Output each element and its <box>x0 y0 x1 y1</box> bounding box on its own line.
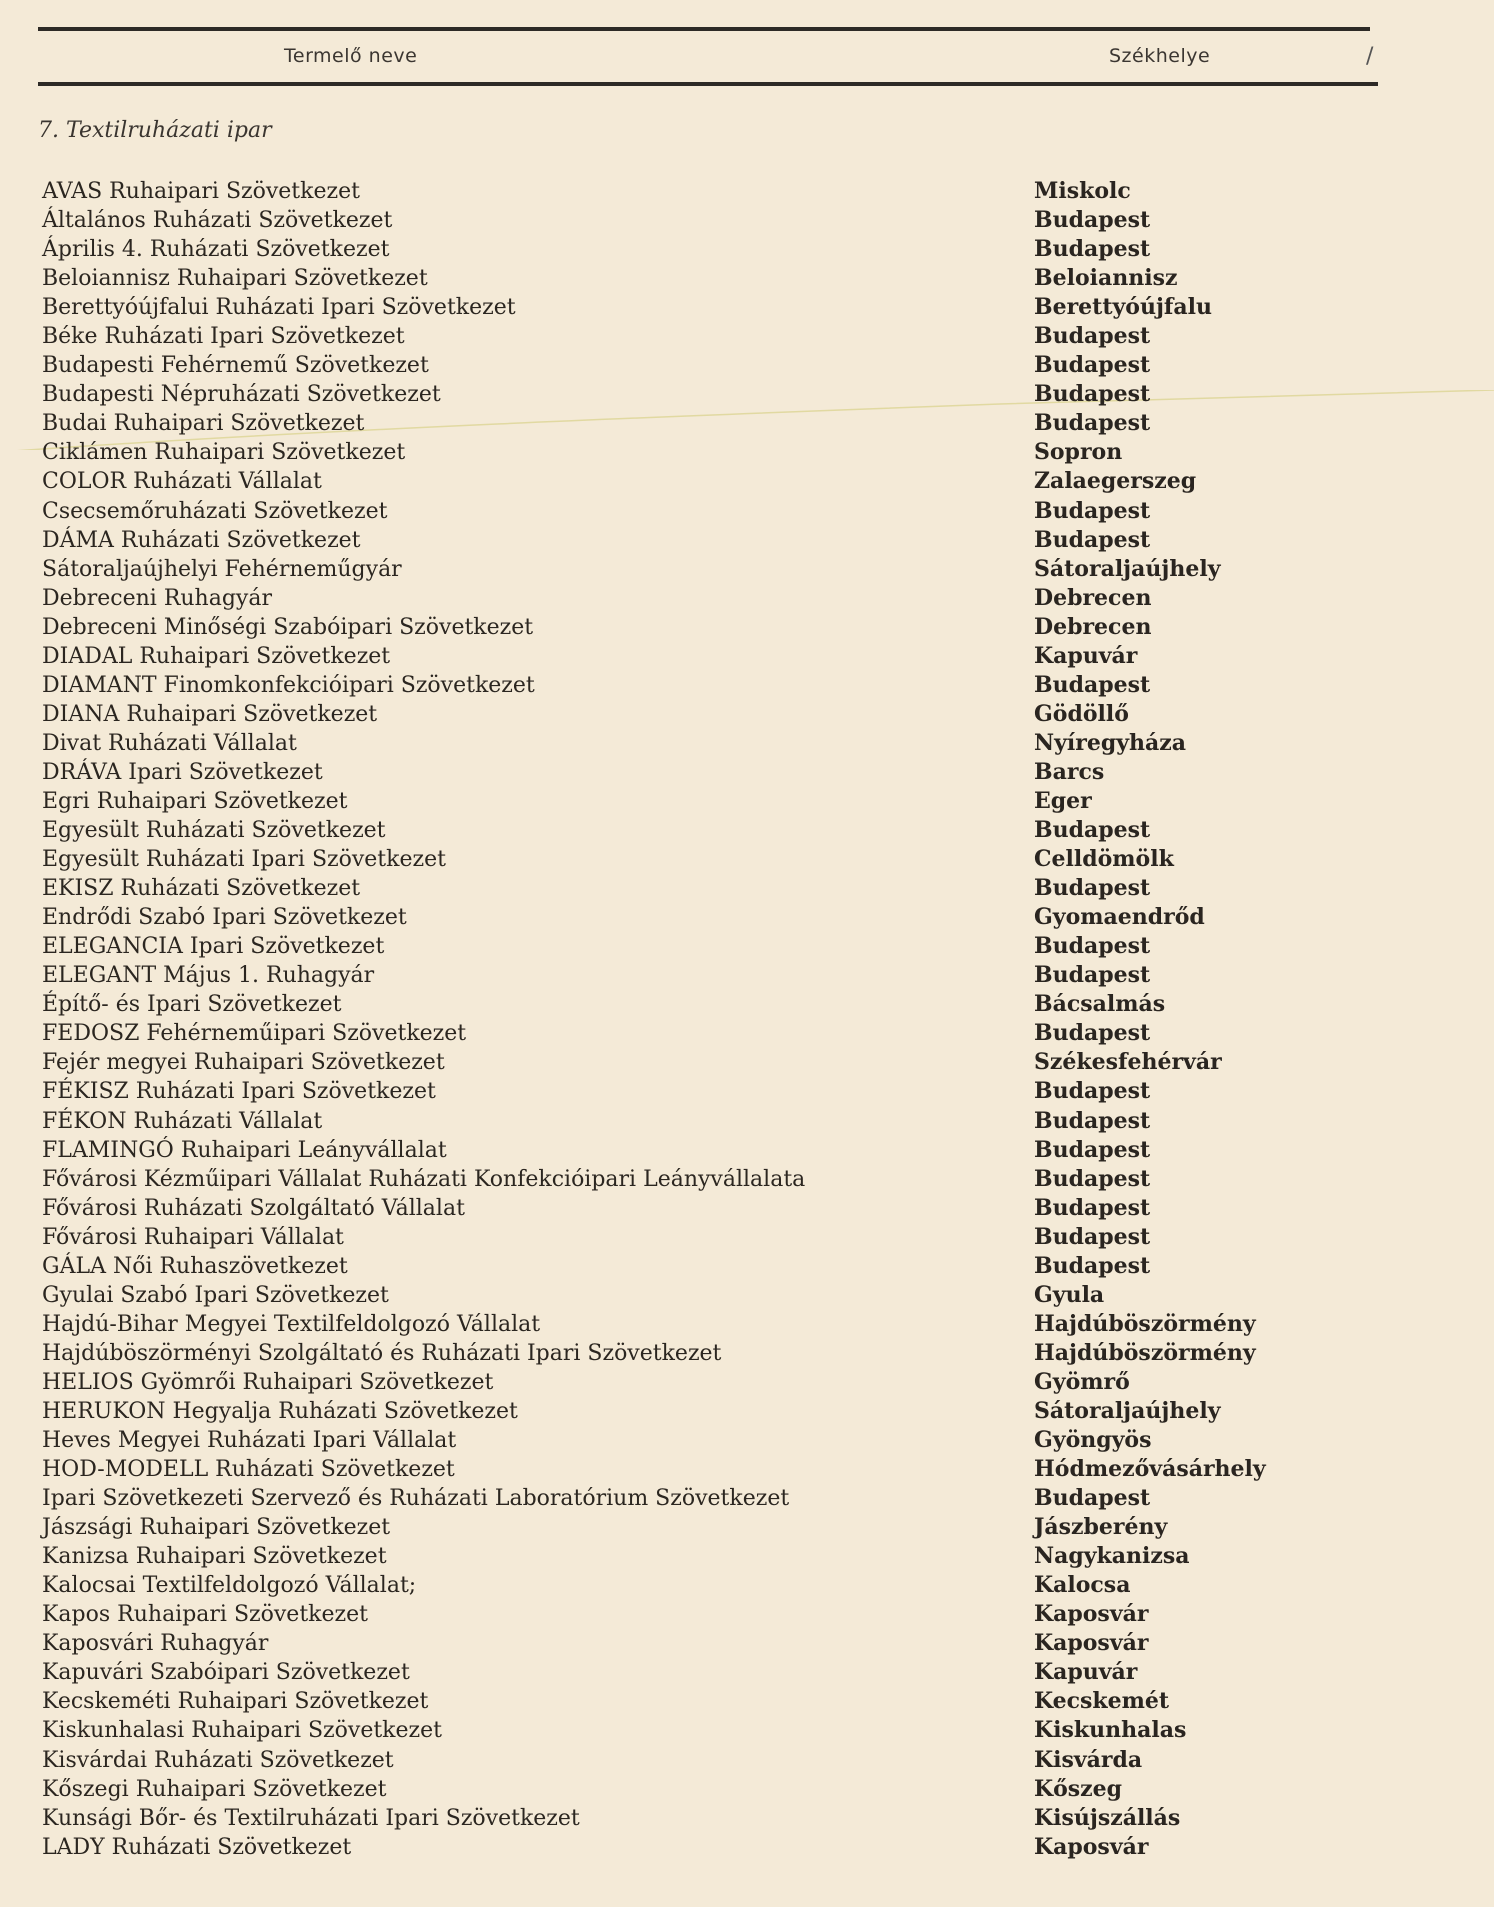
producer-name: Egyesült Ruházati Ipari Szövetkezet <box>42 847 446 873</box>
list-item <box>42 1019 1382 1048</box>
list-item <box>42 1310 1382 1339</box>
header-rule-top <box>38 27 1370 31</box>
producer-name: Heves Megyei Ruházati Ipari Vállalat <box>42 1428 457 1454</box>
producer-list <box>42 177 1382 1862</box>
producer-name: DÁMA Ruházati Szövetkezet <box>42 527 361 553</box>
producer-seat: Gyömrő <box>1034 1368 1130 1395</box>
producer-seat: Berettyóújfalu <box>1034 294 1212 321</box>
producer-seat: Jászberény <box>1034 1514 1168 1541</box>
list-item <box>42 1804 1382 1833</box>
producer-name: Fővárosi Ruházati Szolgáltató Vállalat <box>42 1195 465 1221</box>
producer-name: EKISZ Ruházati Szövetkezet <box>42 876 361 902</box>
section-title: 7. Textilruházati ipar <box>38 118 272 143</box>
producer-name: Fővárosi Ruhaipari Vállalat <box>42 1224 344 1250</box>
producer-name: Április 4. Ruházati Szövetkezet <box>42 237 390 263</box>
producer-name: DRÁVA Ipari Szövetkezet <box>42 759 323 785</box>
list-item <box>42 932 1382 961</box>
list-item <box>42 409 1382 438</box>
producer-name: LADY Ruházati Szövetkezet <box>42 1834 352 1860</box>
list-item <box>42 555 1382 584</box>
producer-name: Sátoraljaújhelyi Fehérneműgyár <box>42 556 402 582</box>
list-item <box>42 1426 1382 1455</box>
producer-name: Endrődi Szabó Ipari Szövetkezet <box>42 905 407 931</box>
producer-name: Általános Ruházati Szövetkezet <box>42 208 393 234</box>
producer-name: ELEGANT Május 1. Ruhagyár <box>42 963 375 989</box>
producer-seat: Budapest <box>1034 1223 1151 1250</box>
producer-seat: Gödöllő <box>1034 700 1129 727</box>
producer-seat: Budapest <box>1034 875 1151 902</box>
producer-name: Kaposvári Ruhagyár <box>42 1631 269 1657</box>
producer-seat: Budapest <box>1034 497 1151 524</box>
producer-name: Debreceni Ruhagyár <box>42 585 272 611</box>
list-item <box>42 206 1382 235</box>
list-item <box>42 874 1382 903</box>
list-item <box>42 584 1382 613</box>
producer-name: GÁLA Női Ruhaszövetkezet <box>42 1253 348 1279</box>
column-header-name: Termelő neve <box>284 45 418 67</box>
producer-seat: Gyöngyös <box>1034 1427 1152 1454</box>
producer-seat: Budapest <box>1034 962 1151 989</box>
list-item <box>42 177 1382 206</box>
producer-name: HERUKON Hegyalja Ruházati Szövetkezet <box>42 1398 518 1424</box>
list-item <box>42 1368 1382 1397</box>
list-item <box>42 438 1382 467</box>
producer-name: Béke Ruházati Ipari Szövetkezet <box>42 324 405 350</box>
producer-seat: Miskolc <box>1034 178 1131 204</box>
list-item <box>42 729 1382 758</box>
producer-seat: Hajdúböszörmény <box>1034 1339 1256 1366</box>
producer-seat: Budapest <box>1034 1485 1151 1512</box>
column-header-seat: Székhelye <box>1109 45 1211 67</box>
list-item <box>42 787 1382 816</box>
producer-seat: Bácsalmás <box>1034 991 1166 1018</box>
producer-seat: Kőszeg <box>1034 1775 1123 1802</box>
list-item <box>42 1775 1382 1804</box>
list-item <box>42 613 1382 642</box>
producer-name: Egyesült Ruházati Szövetkezet <box>42 818 386 844</box>
list-item <box>42 1339 1382 1368</box>
producer-seat: Sátoraljaújhely <box>1034 555 1221 582</box>
producer-name: Fejér megyei Ruhaipari Szövetkezet <box>42 1050 445 1076</box>
producer-name: DIADAL Ruhaipari Szövetkezet <box>42 643 391 669</box>
list-item <box>42 990 1382 1019</box>
list-item <box>42 1484 1382 1513</box>
producer-seat: Eger <box>1034 787 1092 814</box>
list-item <box>42 1455 1382 1484</box>
producer-name: Ciklámen Ruhaipari Szövetkezet <box>42 440 406 466</box>
list-item <box>42 293 1382 322</box>
producer-seat: Budapest <box>1034 671 1151 698</box>
producer-name: Egri Ruhaipari Szövetkezet <box>42 788 348 814</box>
producer-seat: Budapest <box>1034 410 1151 437</box>
producer-name: Berettyóújfalui Ruházati Ipari Szövetkezet <box>42 295 516 321</box>
list-item <box>42 961 1382 990</box>
producer-name: Debreceni Minőségi Szabóipari Szövetkezet <box>42 614 534 640</box>
producer-seat: Nagykanizsa <box>1034 1543 1190 1570</box>
producer-name: Kanizsa Ruhaipari Szövetkezet <box>42 1544 387 1570</box>
producer-seat: Kaposvár <box>1034 1601 1149 1628</box>
list-item <box>42 1571 1382 1600</box>
header-slash-mark: / <box>1366 44 1374 69</box>
producer-name: FLAMINGÓ Ruhaipari Leányvállalat <box>42 1137 447 1163</box>
producer-seat: Kaposvár <box>1034 1833 1149 1860</box>
list-item <box>42 1629 1382 1658</box>
producer-seat: Budapest <box>1034 1136 1151 1163</box>
list-item <box>42 642 1382 671</box>
list-item <box>42 1165 1382 1194</box>
list-item <box>42 1658 1382 1687</box>
producer-seat: Budapest <box>1034 236 1151 263</box>
producer-name: COLOR Ruházati Vállalat <box>42 469 322 495</box>
producer-name: Kisvárdai Ruházati Szövetkezet <box>42 1747 394 1773</box>
producer-name: DIAMANT Finomkonfekcióipari Szövetkezet <box>42 672 535 698</box>
producer-name: Gyulai Szabó Ipari Szövetkezet <box>42 1282 389 1308</box>
producer-name: HOD-MODELL Ruházati Szövetkezet <box>42 1457 455 1483</box>
producer-seat: Gyomaendrőd <box>1034 904 1205 931</box>
producer-seat: Budapest <box>1034 1194 1151 1221</box>
list-item <box>42 700 1382 729</box>
producer-seat: Sátoraljaújhely <box>1034 1397 1221 1424</box>
producer-name: Fővárosi Kézműipari Vállalat Ruházati Konfekcióipari Leányvállalata <box>42 1166 806 1192</box>
producer-seat: Zalaegerszeg <box>1034 468 1197 495</box>
producer-seat: Budapest <box>1034 323 1151 350</box>
list-item <box>42 1223 1382 1252</box>
producer-name: Kapuvári Szabóipari Szövetkezet <box>42 1660 410 1686</box>
list-item <box>42 903 1382 932</box>
producer-seat: Budapest <box>1034 933 1151 960</box>
list-item <box>42 1397 1382 1426</box>
producer-seat: Kapuvár <box>1034 1659 1138 1686</box>
producer-name: Kiskunhalasi Ruhaipari Szövetkezet <box>42 1718 442 1744</box>
producer-name: Kunsági Bőr- és Textilruházati Ipari Szövetkezet <box>42 1805 580 1831</box>
list-item <box>42 1716 1382 1745</box>
producer-name: DIANA Ruhaipari Szövetkezet <box>42 701 378 727</box>
producer-name: ELEGANCIA Ipari Szövetkezet <box>42 934 385 960</box>
producer-seat: Budapest <box>1034 352 1151 379</box>
producer-name: Budapesti Fehérnemű Szövetkezet <box>42 353 429 379</box>
producer-seat: Debrecen <box>1034 584 1152 611</box>
producer-seat: Kalocsa <box>1034 1572 1131 1599</box>
list-item <box>42 1136 1382 1165</box>
producer-seat: Budapest <box>1034 381 1151 408</box>
producer-name: FÉKON Ruházati Vállalat <box>42 1108 323 1134</box>
producer-seat: Celldömölk <box>1034 846 1174 873</box>
producer-seat: Gyula <box>1034 1281 1105 1308</box>
producer-name: Divat Ruházati Vállalat <box>42 730 297 756</box>
producer-seat: Sopron <box>1034 439 1123 466</box>
list-item <box>42 758 1382 787</box>
producer-seat: Kapuvár <box>1034 642 1138 669</box>
producer-seat: Kecskemét <box>1034 1688 1170 1715</box>
list-item <box>42 526 1382 555</box>
producer-name: Hajdú-Bihar Megyei Textilfeldolgozó Vállalat <box>42 1311 541 1337</box>
producer-name: FEDOSZ Fehérneműipari Szövetkezet <box>42 1021 467 1047</box>
producer-seat: Debrecen <box>1034 613 1152 640</box>
list-item <box>42 1542 1382 1571</box>
producer-seat: Beloiannisz <box>1034 265 1178 292</box>
list-item <box>42 1746 1382 1775</box>
producer-name: Csecsemőruházati Szövetkezet <box>42 498 388 524</box>
producer-seat: Hódmezővásárhely <box>1034 1456 1266 1483</box>
list-item <box>42 816 1382 845</box>
list-item <box>42 380 1382 409</box>
producer-name: Építő- és Ipari Szövetkezet <box>42 992 342 1018</box>
producer-seat: Hajdúböszörmény <box>1034 1310 1256 1337</box>
list-item <box>42 1281 1382 1310</box>
producer-seat: Nyíregyháza <box>1034 729 1187 756</box>
producer-name: Kecskeméti Ruhaipari Szövetkezet <box>42 1689 429 1715</box>
list-item <box>42 467 1382 496</box>
list-item <box>42 671 1382 700</box>
producer-seat: Budapest <box>1034 1252 1151 1279</box>
list-item <box>42 264 1382 293</box>
producer-seat: Kaposvár <box>1034 1630 1149 1657</box>
list-item <box>42 1077 1382 1106</box>
producer-seat: Budapest <box>1034 526 1151 553</box>
list-item <box>42 845 1382 874</box>
header-rule-bottom <box>38 82 1378 86</box>
producer-name: Jászsági Ruhaipari Szövetkezet <box>42 1515 391 1541</box>
list-item <box>42 1600 1382 1629</box>
producer-seat: Székesfehérvár <box>1034 1049 1222 1076</box>
producer-name: Beloiannisz Ruhaipari Szövetkezet <box>42 266 428 292</box>
producer-seat: Budapest <box>1034 1165 1151 1192</box>
list-item <box>42 1194 1382 1223</box>
producer-seat: Barcs <box>1034 758 1105 785</box>
list-item <box>42 1252 1382 1281</box>
producer-name: Hajdúböszörményi Szolgáltató és Ruházati Ipari Szövetkezet <box>42 1340 722 1366</box>
producer-seat: Budapest <box>1034 1078 1151 1105</box>
list-item <box>42 1048 1382 1077</box>
producer-seat: Budapest <box>1034 1020 1151 1047</box>
producer-name: Kalocsai Textilfeldolgozó Vállalat; <box>42 1573 417 1599</box>
producer-name: FÉKISZ Ruházati Ipari Szövetkezet <box>42 1079 436 1105</box>
producer-seat: Kiskunhalas <box>1034 1717 1187 1744</box>
list-item <box>42 1687 1382 1716</box>
producer-seat: Kisújszállás <box>1034 1804 1181 1831</box>
producer-seat: Budapest <box>1034 817 1151 844</box>
producer-name: Kőszegi Ruhaipari Szövetkezet <box>42 1776 387 1802</box>
producer-name: Kapos Ruhaipari Szövetkezet <box>42 1602 368 1628</box>
producer-seat: Kisvárda <box>1034 1746 1143 1773</box>
list-item <box>42 1833 1382 1862</box>
list-item <box>42 1107 1382 1136</box>
list-item <box>42 351 1382 380</box>
producer-name: HELIOS Gyömrői Ruhaipari Szövetkezet <box>42 1369 494 1395</box>
producer-name: AVAS Ruhaipari Szövetkezet <box>42 179 360 204</box>
producer-name: Ipari Szövetkezeti Szervező és Ruházati Laboratórium Szövetkezet <box>42 1486 790 1512</box>
list-item <box>42 235 1382 264</box>
list-item <box>42 497 1382 526</box>
list-item <box>42 322 1382 351</box>
producer-seat: Budapest <box>1034 1107 1151 1134</box>
list-item <box>42 1513 1382 1542</box>
producer-seat: Budapest <box>1034 207 1151 234</box>
producer-name: Budai Ruhaipari Szövetkezet <box>42 411 365 437</box>
producer-name: Budapesti Népruházati Szövetkezet <box>42 382 441 408</box>
